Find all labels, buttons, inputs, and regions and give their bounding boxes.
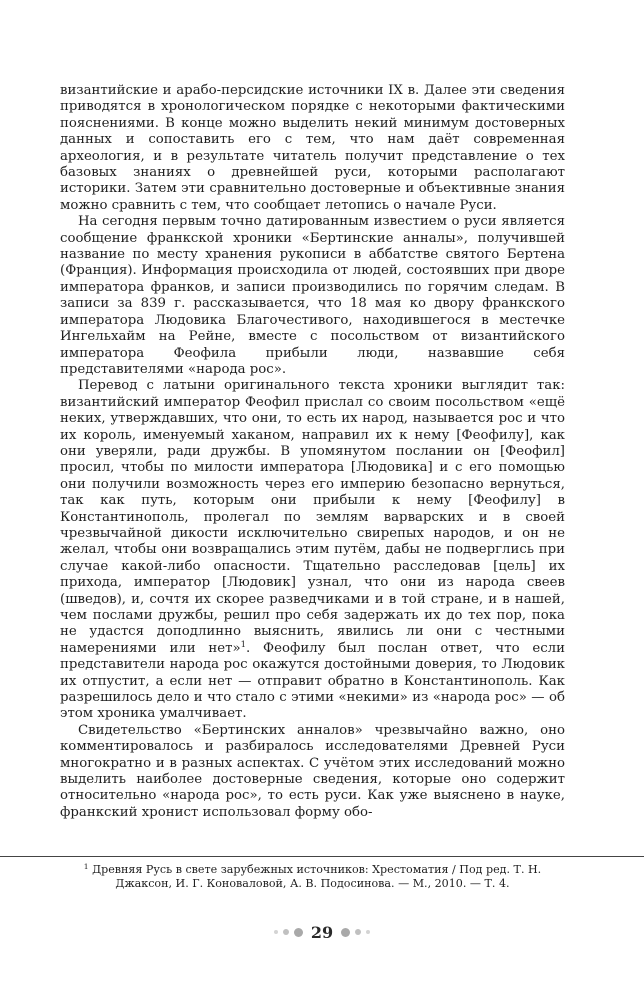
page-number: 29 (310, 922, 334, 942)
paragraph-3-tail: . Феофилу был послан ответ, что если представители народа рос окажутся достойными доверия, то Людовик их отпустит, а если нет — отправит обратно в Константинополь. Как разрешилось дело и что стало с этими «некими» из «народа рос» — об этом хроника умалчивает. (60, 640, 565, 722)
footnote-text: Древняя Русь в свете зарубежных источников: Хрестоматия / Под ред. Т. Н. Джаксон, И. Г. Коноваловой, А. В. Подосинова. — М., 2010. — Т. 4. (92, 863, 542, 891)
page-number-ornament (0, 922, 644, 942)
ornament-dot-icon (341, 928, 350, 937)
paragraph-4: Свидетельство «Бертинских анналов» чрезвычайно важно, оно комментировалось и разбиралось исследователями Древней Руси многократно и в разных аспектах. С учётом этих исследований можно выделить наиболее достоверные сведения, которые оно содержит относительно «народа рос», то есть руси. Как уже выяснено в науке, франкский хронист использовал форму обо- (60, 722, 565, 820)
ornament-dot-icon (283, 929, 289, 935)
paragraph-1: византийские и арабо-персидские источники IX в. Далее эти сведения приводятся в хронологическом порядке с некоторыми фактическими пояснениями. В конце можно выделить некий минимум достоверных данных и сопоставить его с тем, что нам даёт современная археология, и в результате читатель получит представление о тех базовых знаниях о древнейшей руси, которыми располагают историки. Затем эти сравнительно достоверные и объективные знания можно сравнить с тем, что сообщает летопись о начале Руси. (60, 83, 565, 213)
paragraph-2: На сегодня первым точно датированным известием о руси является сообщение франкской хроники «Бертинские анналы», получившей название по месту хранения рукописи в аббатстве святого Бертена (Франция). Информация происходила от людей, состоявших при дворе императора франков, и записи производились по горячим следам. В записи за 839 г. рассказывается, что 18 мая ко двору франкского императора Людовика Благочестивого, находившегося в местечке Ингельхайм на Рейне, вместе с посольством от византийского императора Феофила прибыли люди, назвавшие себя представителями «народа рос». (60, 214, 565, 377)
footnote-marker: 1 (83, 862, 89, 871)
ornament-dot-icon (355, 929, 361, 935)
footnote (60, 863, 565, 892)
ornament-dot-icon (366, 930, 370, 934)
paragraph-3 (60, 378, 565, 723)
ornament-dot-icon (274, 930, 278, 934)
footnote-reference[interactable]: 1 (240, 639, 247, 650)
paragraph-3-quote: Перевод с латыни оригинального текста хроники выглядит так: византийский император Феофил прислал со своим посольством «ещё неких, утверждавших, что они, то есть их народ, называется рос и что их король, именуемый хаканом, направил их к нему [Феофилу], как они уверяли, ради дружбы. В упомянутом послании он [Феофил] просил, чтобы по милости императора [Людовика] и с его помощью они получили возможность через его империю безопасно вернуться, так как путь, которым они прибыли к нему [Феофилу] в Константинополь, пролегал по землям варварских и в своей чрезвычайной дикости исключительно свирепых народов, и он не желал, чтобы они возвращались этим путём, дабы не подверглись при случае какой-либо опасности. Тщательно расследовав [цель] их прихода, император [Людовик] узнал, что они из народа свеев (шведов), и, сочтя их скорее разведчиками и в той стране, и в нашей, чем послами дружбы, решил про себя задержать их до тех пор, пока не удастся доподлинно выяснить, явились ли они с честными намерениями или нет» (60, 378, 565, 656)
ornament-dot-icon (294, 928, 303, 937)
footnote-divider (0, 856, 644, 857)
main-text (60, 83, 565, 821)
